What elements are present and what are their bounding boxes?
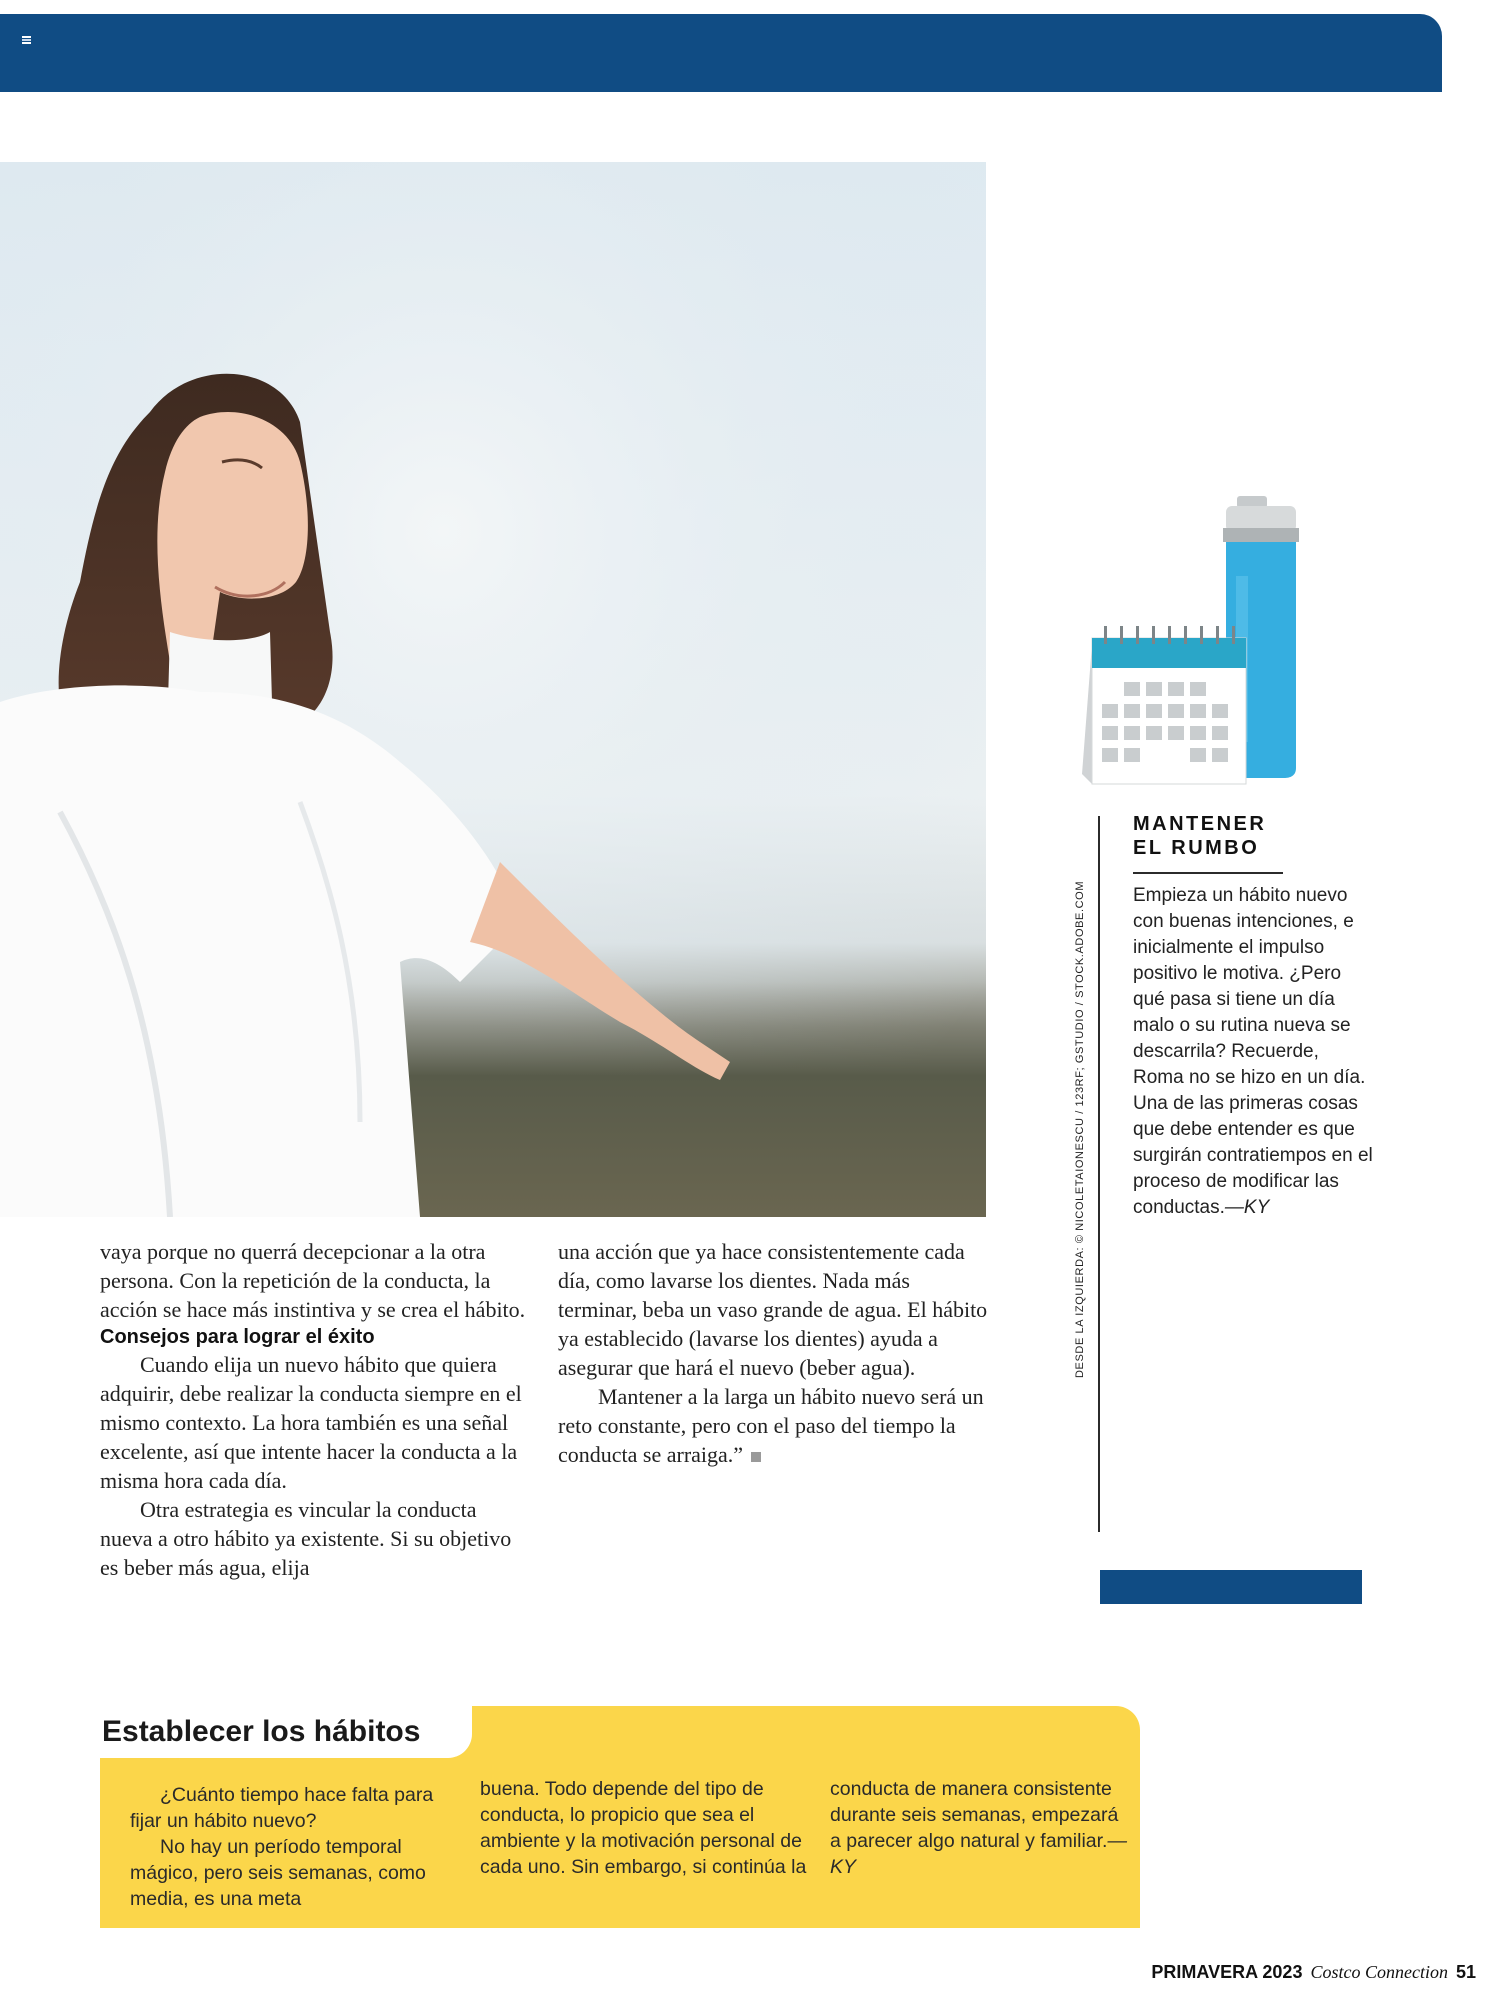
footer-magazine: Costco Connection bbox=[1310, 1962, 1448, 1982]
habits-box-col2-text: buena. Todo depende del tipo de conducta, lo propicio que sea el ambiente y la motivación personal de cada uno. Sin embargo, si continúa la bbox=[480, 1778, 807, 1878]
sidebar-body: Empieza un hábito nuevo con buenas intenciones, e inicialmente el impulso positivo le motiva. ¿Pero qué pasa si tiene un día malo o su rutina nueva se descarrila? Recuerde, Roma no se hizo en un día. Una de las primeras cosas que debe entender es que surgirán contratiempos en el proceso de modificar las conductas. bbox=[1133, 885, 1373, 1218]
bottle-calendar-illustration bbox=[1080, 492, 1350, 792]
column1-paragraph-1: vaya porque no querrá decepcionar a la otra persona. Con la repetición de la conducta, la acción se hace más instintiva y se crea el hábito. bbox=[100, 1239, 526, 1322]
sidebar-rule bbox=[1098, 816, 1100, 1532]
column2-paragraph-2-text: Mantener a la larga un hábito nuevo será un reto constante, pero con el paso del tiempo la conducta se arraiga.” bbox=[558, 1384, 984, 1467]
habits-box-question: ¿Cuánto tiempo hace falta para fijar un hábito nuevo? bbox=[130, 1784, 434, 1832]
habits-box-signature: —KY bbox=[830, 1830, 1127, 1878]
photo-credit: DESDE LA IZQUIERDA: © NICOLETAIONESCU / 123RF; GSTUDIO / STOCK.ADOBE.COM bbox=[1074, 880, 1086, 1378]
top-banner bbox=[0, 14, 1442, 92]
sidebar-bottom-bar bbox=[1100, 1570, 1362, 1604]
page-footer bbox=[1151, 1960, 1476, 1984]
column1-paragraph-3: Otra estrategia es vincular la conducta nueva a otro hábito ya existente. Si su objetivo es beber más agua, elija bbox=[100, 1497, 512, 1580]
section-marker-icon bbox=[22, 36, 31, 44]
calendar-icon bbox=[1082, 626, 1246, 784]
habits-box-col3-text: conducta de manera consistente durante seis semanas, empezará a parecer algo natural y familiar. bbox=[830, 1778, 1119, 1852]
footer-season: PRIMAVERA 2023 bbox=[1151, 1962, 1303, 1982]
habits-box-answer: No hay un período temporal mágico, pero seis semanas, como media, es una meta bbox=[130, 1836, 426, 1910]
column1-paragraph-2: Cuando elija un nuevo hábito que quiera adquirir, debe realizar la conducta siempre en el mismo contexto. La hora también es una señal excelente, así que intente hacer la conducta a la misma hora cada día. bbox=[100, 1352, 522, 1493]
page-number: 51 bbox=[1455, 1962, 1476, 1982]
habits-box-column-2 bbox=[480, 1776, 810, 1880]
sidebar-title-line-2: EL RUMBO bbox=[1133, 837, 1260, 859]
column1-subhead: Consejos para lograr el éxito bbox=[100, 1326, 375, 1348]
end-mark-icon bbox=[751, 1452, 761, 1462]
body-column-2 bbox=[558, 1237, 988, 1469]
habits-box-column-3 bbox=[830, 1776, 1130, 1880]
sidebar-text bbox=[1133, 883, 1373, 1221]
sidebar-title-line-1: MANTENER bbox=[1133, 813, 1267, 835]
habits-box-title: Establecer los hábitos bbox=[102, 1715, 421, 1748]
sidebar-signature: —KY bbox=[1224, 1197, 1270, 1218]
sidebar-title bbox=[1133, 812, 1266, 860]
column2-paragraph-2 bbox=[558, 1382, 988, 1469]
habits-box-column-1 bbox=[130, 1782, 450, 1912]
body-column-1 bbox=[100, 1237, 530, 1582]
sidebar-title-rule bbox=[1133, 872, 1283, 874]
habits-box-col3-para bbox=[830, 1776, 1130, 1880]
woman-illustration bbox=[0, 162, 986, 1217]
column2-paragraph-1: una acción que ya hace consistentemente cada día, como lavarse los dientes. Nada más terminar, beba un vaso grande de agua. El hábito ya establecido (lavarse los dientes) ayuda a asegurar que hará el nuevo (beber agua). bbox=[558, 1239, 988, 1380]
woman-photo bbox=[0, 162, 986, 1217]
